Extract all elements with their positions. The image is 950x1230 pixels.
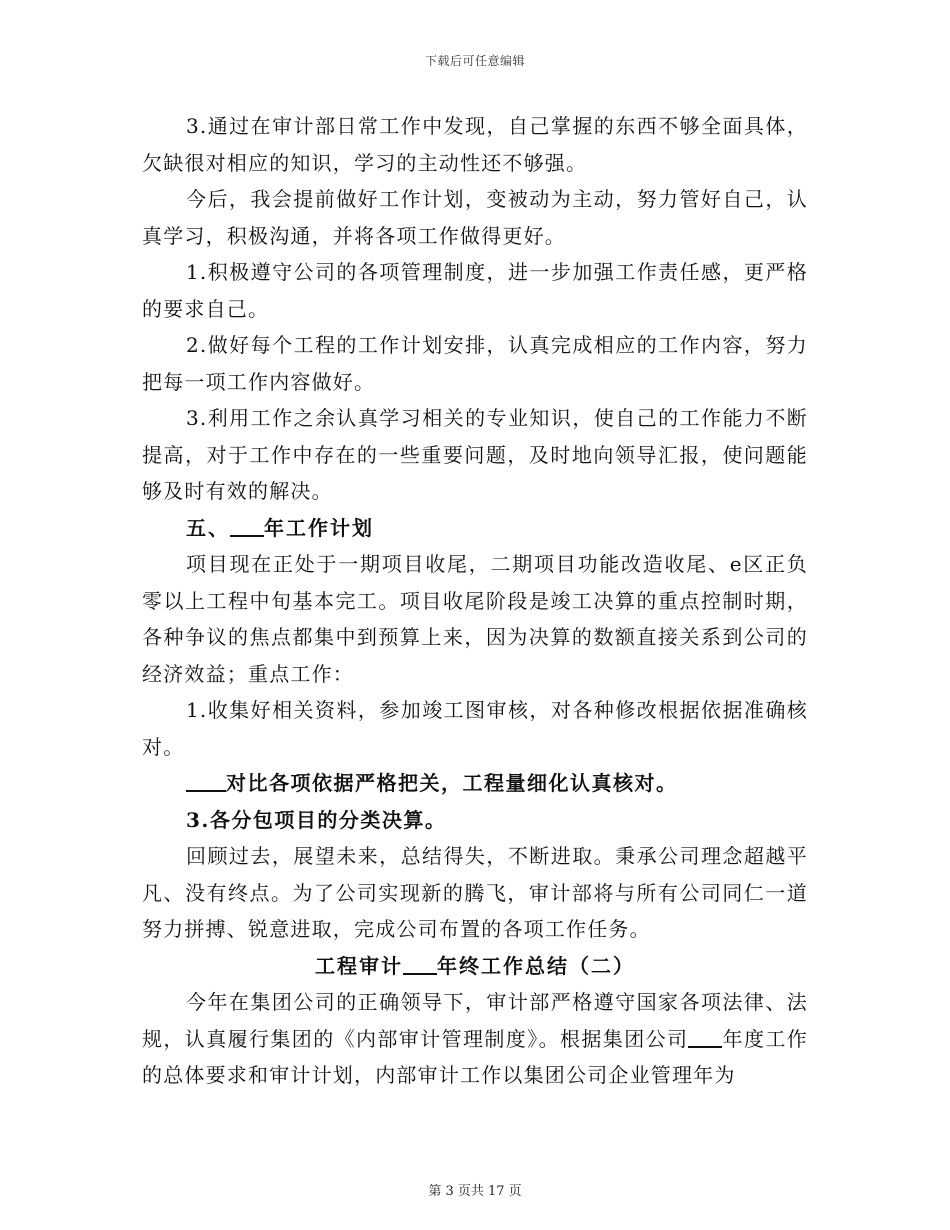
section-heading-suffix: 年工作计划: [264, 515, 374, 540]
bold-item-text: 对比各项依据严格把关，工程量细化认真核对。: [226, 771, 678, 795]
bold-item: [142, 765, 808, 802]
blank-underline: [688, 1026, 722, 1048]
paragraph: 项目现在正处于一期项目收尾，二期项目功能改造收尾、e区正负零以上工程中旬基本完工。项目收尾阶段是竣工决算的重点控制时期，各种争议的焦点都集中到预算上来，因为决算的数额直接关系到公司的经济效益；重点工作：: [142, 552, 808, 686]
blank-underline: [230, 515, 264, 537]
section-title: [142, 948, 808, 985]
paragraph: 3.利用工作之余认真学习相关的专业知识，使自己的工作能力不断提高，对于工作中存在的一些重要问题，及时地向领导汇报，使问题能够及时有效的解决。: [142, 406, 808, 503]
section-title-prefix: 工程审计: [315, 953, 403, 978]
section-heading-prefix: 五、: [186, 515, 230, 540]
bold-item: 3.各分包项目的分类决算。: [186, 807, 447, 832]
paragraph: 1.收集好相关资料，参加竣工图审核，对各种修改根据依据准确核对。: [142, 698, 808, 759]
paragraph: 3.通过在审计部日常工作中发现，自己掌握的东西不够全面具体，欠缺很对相应的知识，学习的主动性还不够强。: [142, 114, 808, 175]
paragraph-part: 年度工作的总体要求和审计计划，内部审计工作以集团公司企业管理年为: [142, 1026, 808, 1087]
page-header: 下载后可任意编辑: [424, 54, 525, 68]
section-heading: [142, 510, 808, 547]
paragraph: [142, 984, 808, 1094]
paragraph: 2.做好每个工程的工作计划安排，认真完成相应的工作内容，努力把每一项工作内容做好。: [142, 333, 808, 394]
page-footer: 第 3 页共 17 页: [428, 1184, 522, 1199]
section-title-suffix: 年终工作总结（二）: [437, 953, 635, 978]
blank-underline: [186, 770, 226, 792]
paragraph: 1.积极遵守公司的各项管理制度，进一步加强工作责任感，更严格的要求自己。: [142, 260, 808, 321]
document-body: [142, 108, 808, 1094]
paragraph: 回顾过去，展望未来，总结得失，不断进取。秉承公司理念超越平凡、没有终点。为了公司实现新的腾飞，审计部将与所有公司同仁一道努力拼搏、锐意进取，完成公司布置的各项工作任务。: [142, 844, 808, 941]
paragraph: 今后，我会提前做好工作计划，变被动为主动，努力管好自己，认真学习，积极沟通，并将各项工作做得更好。: [142, 187, 808, 248]
paragraph-part: 今年在集团公司的正确领导下，审计部严格遵守国家各项法律、法规，认真履行集团的《内部审计管理制度》。根据集团公司: [142, 990, 808, 1051]
blank-underline: [403, 953, 437, 975]
